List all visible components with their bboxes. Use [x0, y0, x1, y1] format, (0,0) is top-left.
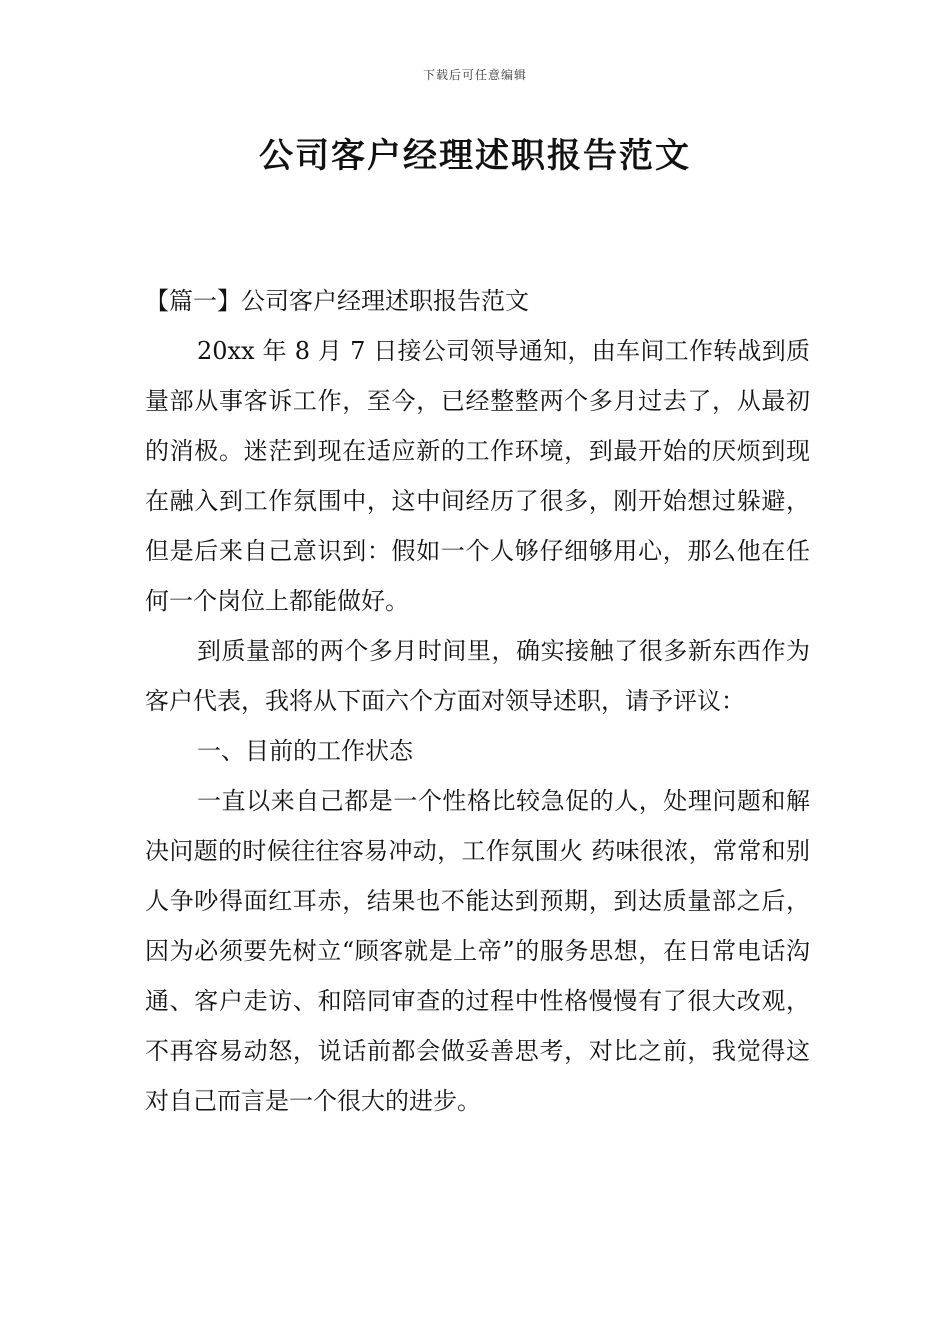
- paragraph-2: 到质量部的两个多月时间里，确实接触了很多新东西作为客户代表，我将从下面六个方面对领导述职，请予评议：: [145, 637, 810, 715]
- section-label: 【篇一】公司客户经理述职报告范文: [145, 287, 529, 315]
- paragraph-3: 一直以来自己都是一个性格比较急促的人，处理问题和解决问题的时候往往容易冲动，工作氛围火 药味很浓，常常和别人争吵得面红耳赤，结果也不能达到预期，到达质量部之后，因为必须要先树立“顾客就是上帝”的服务思想，在日常电话沟通、客户走访、和陪同审查的过程中性格慢慢有了很大改观，不再容易动怒，说话前都会做妥善思考，对比之前，我觉得这对自己而言是一个很大的进步。: [145, 787, 810, 1115]
- paragraph-1: 20xx 年 8 月 7 日接公司领导通知，由车间工作转战到质量部从事客诉工作，至今，已经整整两个多月过去了，从最初的消极。迷茫到现在适应新的工作环境，到最开始的厌烦到现在融入到工作氛围中，这中间经历了很多，刚开始想过躲避，但是后来自己意识到：假如一个人够仔细够用心，那么他在任何一个岗位上都能做好。: [145, 337, 810, 615]
- document-title: 公司客户经理述职报告范文: [259, 136, 691, 176]
- subheading-current-work-status: 一、目前的工作状态: [197, 737, 413, 765]
- header-note: 下载后可任意编辑: [422, 68, 527, 82]
- document-body: [145, 276, 810, 1126]
